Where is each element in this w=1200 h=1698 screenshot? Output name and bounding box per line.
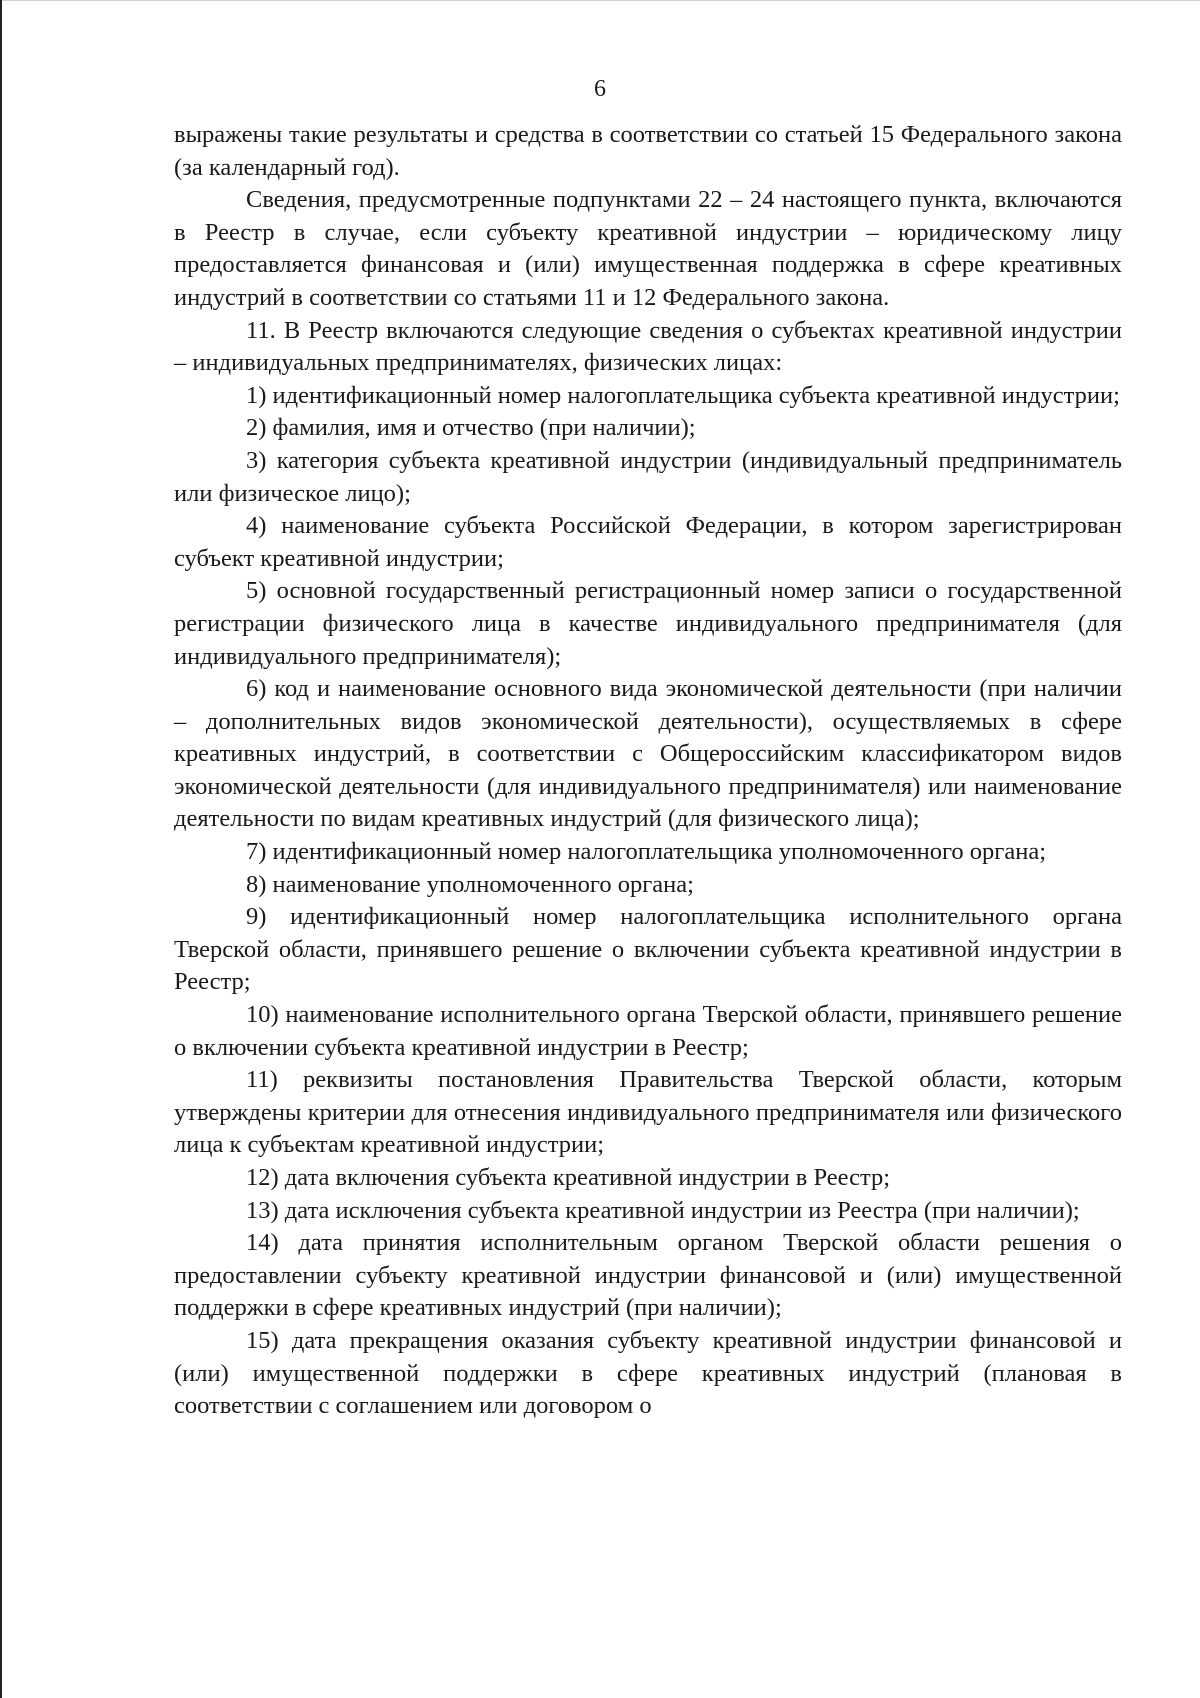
list-item: 8) наименование уполномоченного органа; (246, 870, 694, 898)
list-item: 1) идентификационный номер налогоплательщика субъекта креативной индустрии; (246, 381, 1120, 409)
scan-edge-left (0, 0, 2, 1698)
list-item: 4) наименование субъекта Российской Федерации, в котором зарегистрирован субъект креативной индустрии; (174, 512, 1122, 572)
paragraph: Сведения, предусмотренные подпунктами 22 – 24 настоящего пункта, включаются в Реестр в случае, если субъекту креативной индустрии – юридическому лицу предоставляется финансовая и (или) имущественная поддержка в сфере креативных индустрий в соответствии со статьями 11 и 12 Федерального закона. (174, 186, 1122, 311)
list-item: 9) идентификационный номер налогоплательщика исполнительного органа Тверской области, принявшего решение о включении субъекта креативной индустрии в Реестр; (174, 903, 1122, 996)
scan-edge-top (0, 0, 1200, 1)
list-item: 2) фамилия, имя и отчество (при наличии); (246, 414, 696, 442)
paragraph: выражены такие результаты и средства в соответствии со статьей 15 Федерального закона (за календарный год). (174, 121, 1122, 181)
document-body (174, 119, 1122, 1423)
list-item: 6) код и наименование основного вида экономической деятельности (при наличии – дополнительных видов экономической деятельности), осуществляемых в сфере креативных индустрий, в соответствии с Общероссийским классификатором видов экономической деятельности (для индивидуального предпринимателя) или наименование деятельности по видам креативных индустрий (для физического лица); (174, 675, 1122, 833)
list-item: 13) дата исключения субъекта креативной индустрии из Реестра (при наличии); (246, 1196, 1080, 1224)
list-item: 5) основной государственный регистрационный номер записи о государственной регистрации физического лица в качестве индивидуального предпринимателя (для индивидуального предпринимателя); (174, 577, 1122, 670)
list-item: 12) дата включения субъекта креативной индустрии в Реестр; (246, 1164, 891, 1191)
list-item: 10) наименование исполнительного органа Тверской области, принявшего решение о включении субъекта креативной индустрии в Реестр; (174, 1001, 1122, 1061)
page-number: 6 (594, 76, 606, 102)
section-heading-paragraph: 11. В Реестр включаются следующие сведения о субъектах креативной индустрии – индивидуальных предпринимателях, физических лицах: (174, 316, 1122, 377)
list-item: 14) дата принятия исполнительным органом Тверской области решения о предоставлении субъекту креативной индустрии финансовой и (или) имущественной поддержки в сфере креативных индустрий (при наличии); (174, 1229, 1122, 1322)
list-item: 15) дата прекращения оказания субъекту креативной индустрии финансовой и (или) имущественной поддержки в сфере креативных индустрий (плановая в соответствии с соглашением или договором о (174, 1326, 1122, 1420)
list-item: 3) категория субъекта креативной индустрии (индивидуальный предприниматель или физическое лицо); (174, 446, 1122, 507)
list-item: 7) идентификационный номер налогоплательщика уполномоченного органа; (246, 838, 1047, 866)
list-item: 11) реквизиты постановления Правительства Тверской области, которым утверждены критерии для отнесения индивидуального предпринимателя или физического лица к субъектам креативной индустрии; (174, 1066, 1122, 1159)
